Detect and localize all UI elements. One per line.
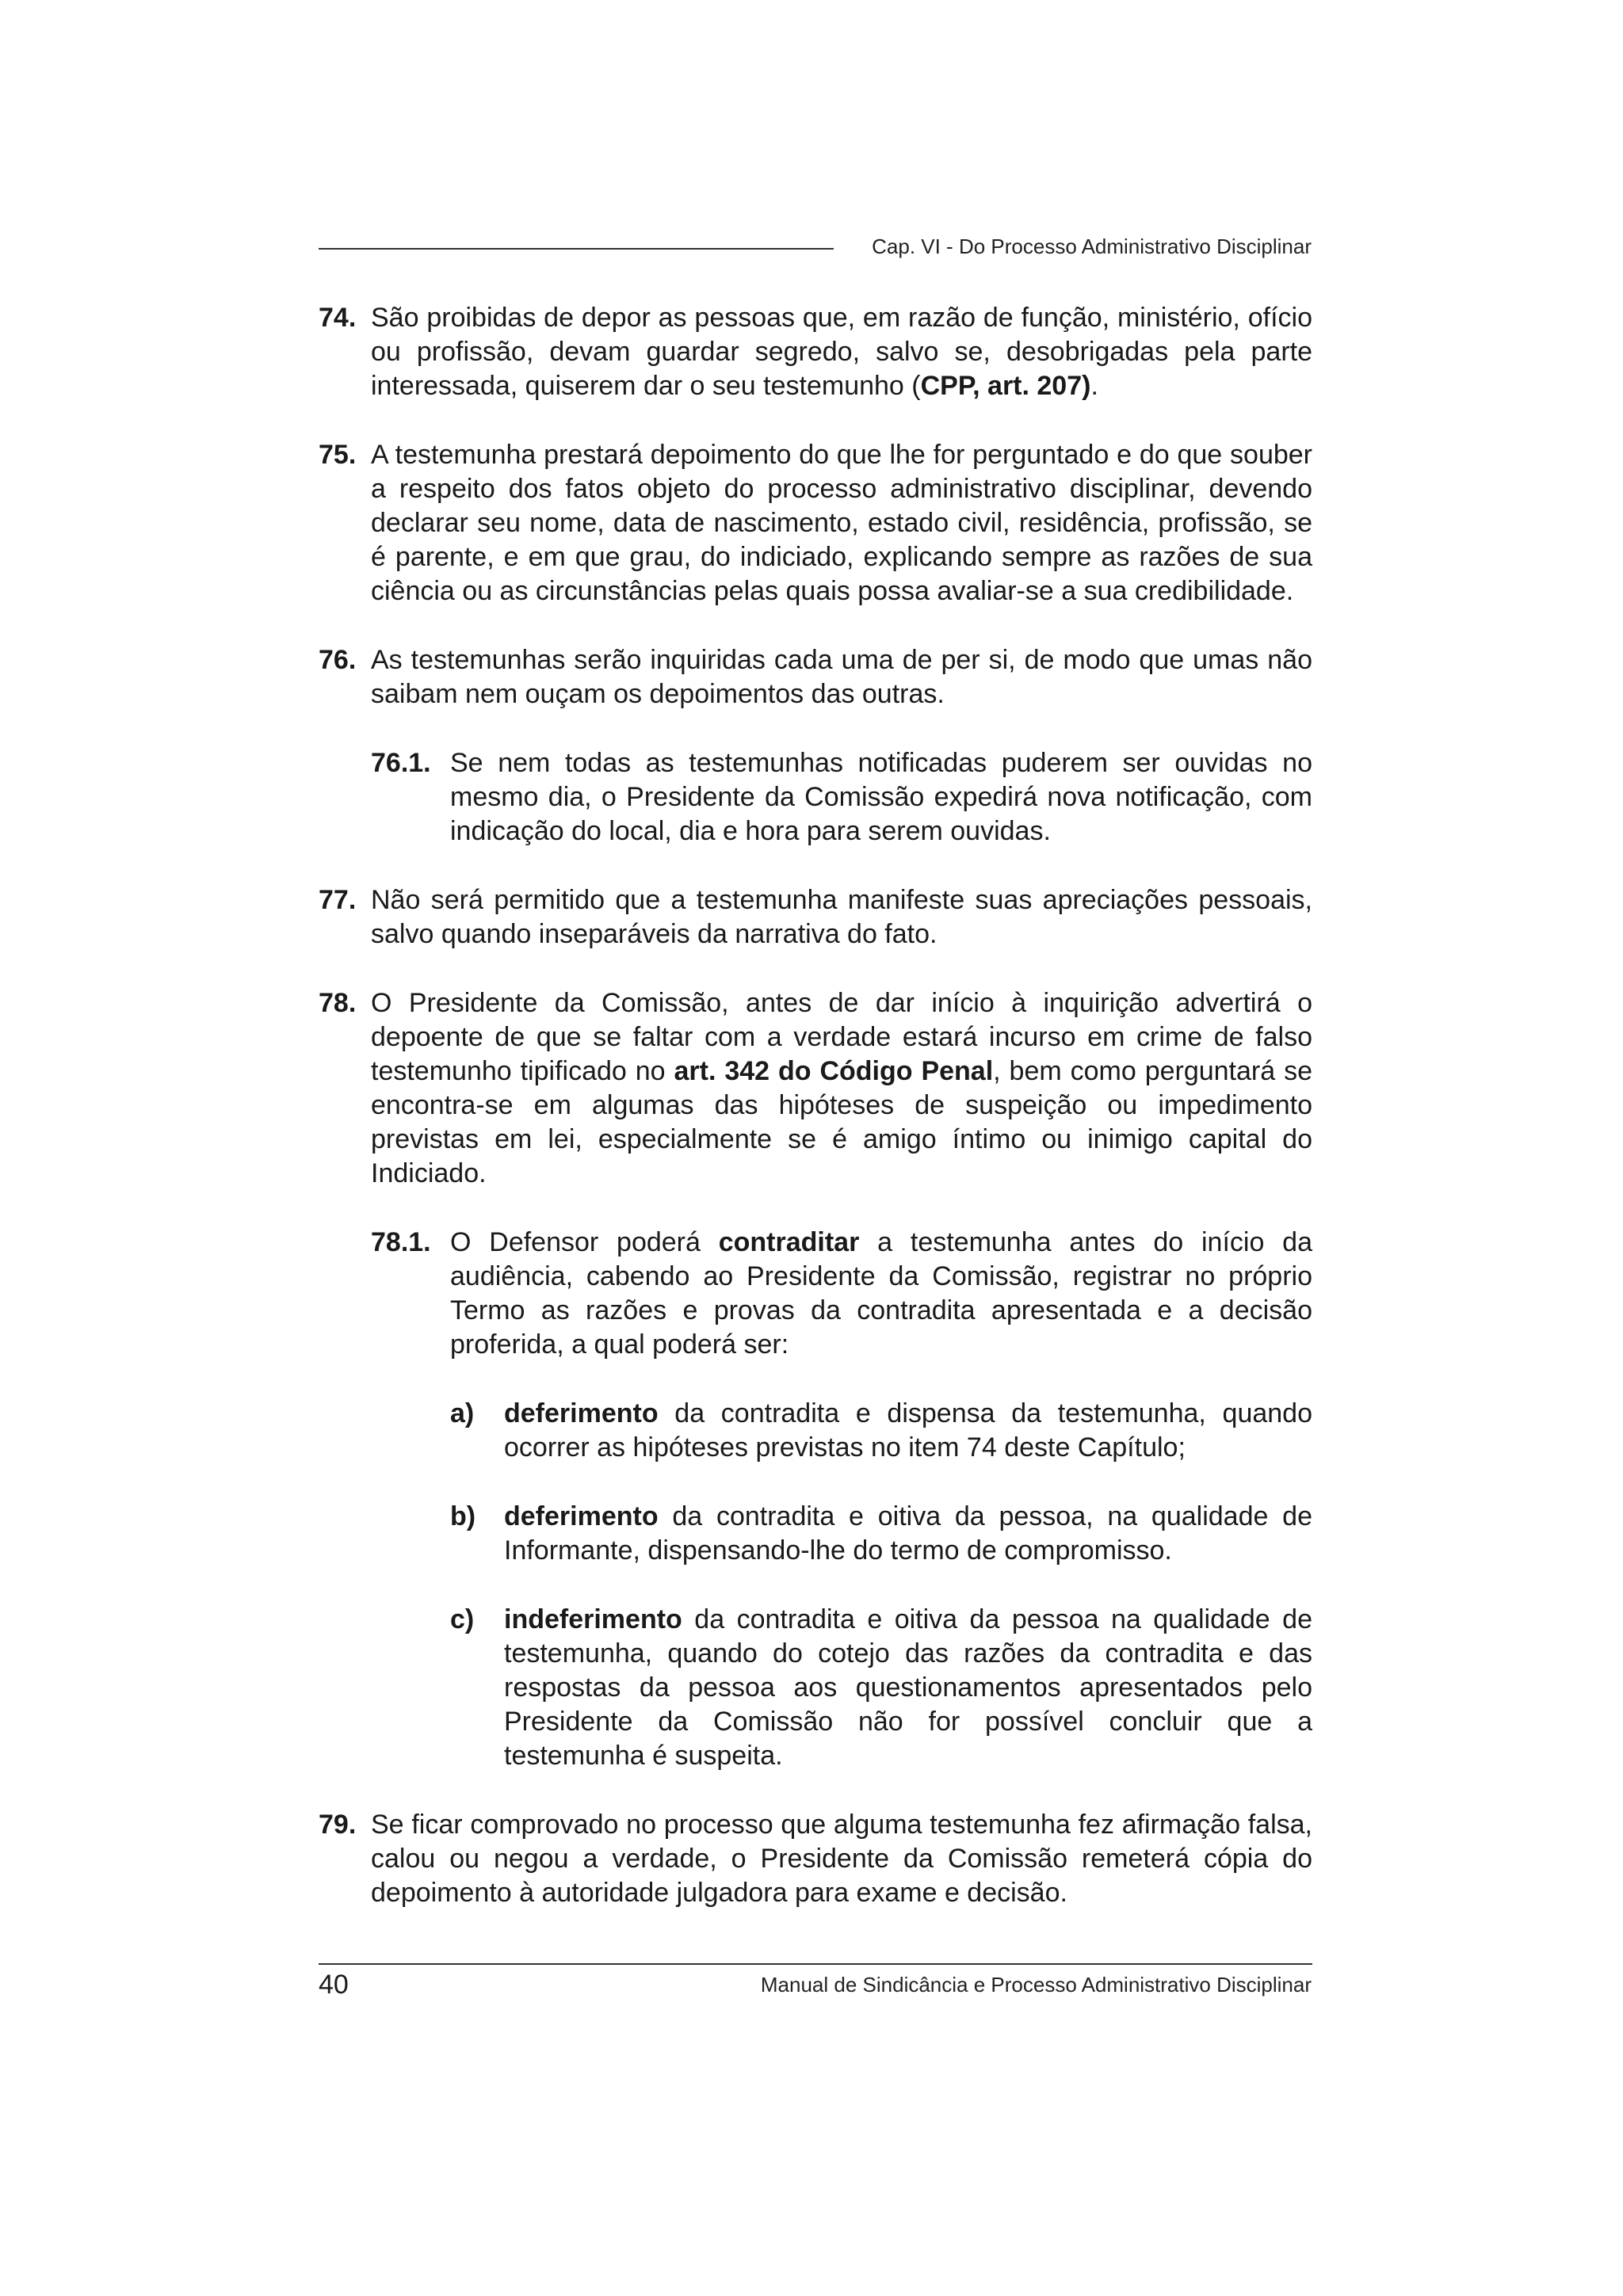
paragraph-text: Se ficar comprovado no processo que alguma testemunha fez afirmação falsa, calou ou negou a verdade, o Presidente da Comissão remeterá cópia do depoimento à autoridade julgadora para exame e decisão.	[371, 1810, 1312, 1908]
item-text: deferimento da contradita e dispensa da testemunha, quando ocorrer as hipóteses previstas no item 74 deste Capítulo;	[504, 1398, 1312, 1463]
paragraph-number: 79.	[319, 1810, 357, 1840]
paragraph-number: 74.	[319, 303, 357, 333]
bold-term: deferimento	[504, 1398, 659, 1428]
bold-term: deferimento	[504, 1501, 659, 1531]
bold-term: contraditar	[718, 1227, 860, 1257]
item-text: deferimento da contradita e oitiva da pessoa, na qualidade de Informante, dispensando-lhe do termo de compromisso.	[504, 1501, 1312, 1566]
legal-reference: art. 342 do Código Penal	[674, 1056, 994, 1086]
page-number: 40	[319, 1970, 349, 2000]
paragraph-number: 77.	[319, 885, 357, 915]
list-item-a	[450, 1397, 1312, 1465]
subparagraph-76-1	[371, 746, 1312, 849]
paragraph-76	[319, 643, 1312, 711]
legal-reference: CPP, art. 207)	[920, 371, 1091, 401]
paragraph-text: O Presidente da Comissão, antes de dar início à inquirição advertirá o depoente de que se faltar com a verdade estará incurso em crime de falso testemunho tipificado no art. 342 do Código Penal, bem como perguntará se encontra-se em algumas das hipóteses de suspeição ou impedimento previstas em lei, especialmente se é amigo íntimo ou inimigo capital do Indiciado.	[371, 988, 1312, 1188]
list-item-b	[450, 1500, 1312, 1568]
paragraph-79	[319, 1808, 1312, 1910]
paragraph-number: 75.	[319, 440, 357, 470]
paragraph-75	[319, 438, 1312, 608]
paragraph-77	[319, 883, 1312, 952]
page-body	[319, 301, 1312, 1945]
paragraph-text: A testemunha prestará depoimento do que lhe for perguntado e do que souber a respeito dos fatos objeto do processo administrativo disciplinar, devendo declarar seu nome, data de nascimento, estado civil, residência, profissão, se é parente, e em que grau, do indiciado, explicando sempre as razões de sua ciência ou as circunstâncias pelas quais possa avaliar-se a sua credibilidade.	[371, 440, 1312, 606]
subparagraph-text: Se nem todas as testemunhas notificadas puderem ser ouvidas no mesmo dia, o Presidente da Comissão expedirá nova notificação, com indicação do local, dia e hora para serem ouvidas.	[450, 748, 1312, 846]
paragraph-text: Não será permitido que a testemunha manifeste suas apreciações pessoais, salvo quando inseparáveis da narrativa do fato.	[371, 885, 1312, 949]
subparagraph-78-1	[371, 1226, 1312, 1362]
subparagraph-text: O Defensor poderá contraditar a testemunha antes do início da audiência, cabendo ao Presidente da Comissão, registrar no próprio Termo as razões e provas da contradita apresentada e a decisão proferida, a qual poderá ser:	[450, 1227, 1312, 1360]
item-letter: a)	[450, 1398, 475, 1428]
paragraph-number: 76.	[319, 645, 357, 675]
paragraph-text: São proibidas de depor as pessoas que, em razão de função, ministério, ofício ou profissão, devam guardar segredo, salvo se, desobrigadas pela parte interessada, quiserem dar o seu testemunho (CPP, art. 207).	[371, 303, 1312, 401]
paragraph-text: As testemunhas serão inquiridas cada uma de per si, de modo que umas não saibam nem ouçam os depoimentos das outras.	[371, 645, 1312, 709]
paragraph-74	[319, 301, 1312, 403]
item-text: indeferimento da contradita e oitiva da pessoa na qualidade de testemunha, quando do cotejo das razões da contradita e das respostas da pessoa aos questionamentos apresentados pelo Presidente da Comissão não for possível concluir que a testemunha é suspeita.	[504, 1604, 1312, 1771]
subparagraph-number: 76.1.	[371, 748, 431, 778]
item-letter: c)	[450, 1604, 475, 1634]
footer-rule	[319, 1963, 1312, 1965]
paragraph-number: 78.	[319, 988, 357, 1018]
running-footer: Manual de Sindicância e Processo Administrativo Disciplinar	[760, 1973, 1312, 1997]
header-rule	[319, 248, 834, 250]
subparagraph-number: 78.1.	[371, 1227, 431, 1257]
list-item-c	[450, 1603, 1312, 1773]
running-header: Cap. VI - Do Processo Administrativo Disciplinar	[872, 235, 1312, 258]
paragraph-78	[319, 986, 1312, 1191]
item-letter: b)	[450, 1501, 476, 1531]
bold-term: indeferimento	[504, 1604, 682, 1634]
